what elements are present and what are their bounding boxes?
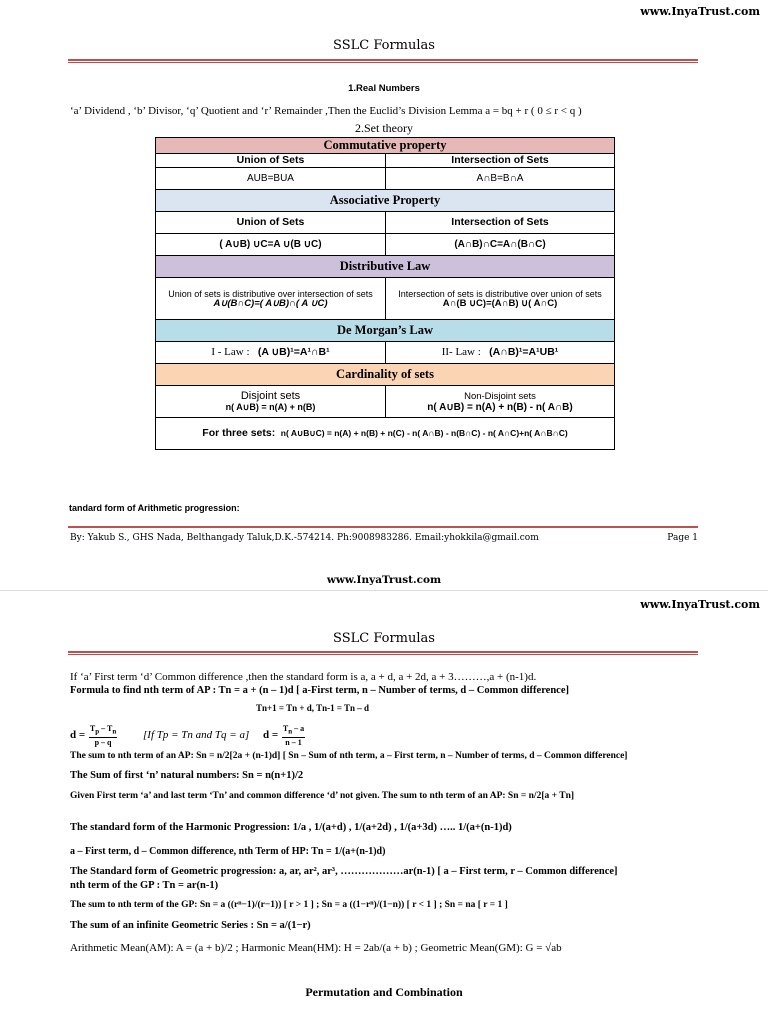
dist-union-cell: [156, 278, 386, 320]
law2-cell: [386, 342, 615, 364]
ap-nth-term: Formula to find nth term of AP : Tn = a + (n – 1)d [ a-First term, n – Number of terms, d – Common difference]: [70, 685, 569, 696]
disjoint-cell: [156, 386, 386, 418]
ap-recurrence: Tn+1 = Tn + d, Tn-1 = Tn – d: [256, 703, 370, 713]
union-header-2: Union of Sets: [156, 212, 386, 234]
gp-nth-term: nth term of the GP : Tn = ar(n-1): [70, 880, 219, 891]
d-label-2: d =: [262, 728, 279, 741]
footer-author: By: Yakub S., GHS Nada, Belthangady Taluk,D.K.-574214. Ph:9008983286. Email:yhokkila@gmail.com: [70, 533, 539, 543]
page2-header-rule-thin: [68, 654, 698, 655]
header-rule: [68, 59, 698, 61]
law1-cell: [156, 342, 386, 364]
three-sets-label: For three sets:: [202, 427, 276, 439]
dist-inter-formula: A∩(B ∪C)=(A∩B) ∪( A∩C): [442, 297, 558, 309]
assoc-union: ( A∪B) ∪C=A ∪(B ∪C): [156, 234, 386, 256]
intersection-header-2: Intersection of Sets: [386, 212, 615, 234]
section-real-numbers: 1.Real Numbers: [348, 83, 420, 94]
assoc-inter: (A∩B)∩C=A∩(B∩C): [386, 234, 615, 256]
law2-label: II- Law :: [441, 346, 481, 358]
gp-infinite-sum: The sum of an infinite Geometric Series : Sn = a/(1−r): [70, 920, 311, 931]
site-url-page2[interactable]: www.InyaTrust.com: [640, 598, 760, 611]
page-divider: [0, 590, 768, 591]
d-fraction-1: $\frac{T_p - T_n}{p - q}$: [89, 724, 117, 747]
commutative-header: Commutative property: [156, 138, 615, 154]
distributive-header: Distributive Law: [156, 256, 615, 278]
intersection-header: Intersection of Sets: [386, 154, 615, 168]
disjoint-label: Disjoint sets: [240, 389, 301, 402]
law1-label: I - Law :: [211, 346, 250, 358]
associative-header: Associative Property: [156, 190, 615, 212]
comm-inter: A∩B=B∩A: [386, 168, 615, 190]
law1-formula: (A ∪B)¹=A¹∩B¹: [257, 346, 330, 358]
nondisjoint-formula: n( A∪B) = n(A) + n(B) - n( A∩B): [427, 401, 573, 413]
dist-union-desc: Union of sets is distributive over intersection of sets: [168, 288, 373, 299]
site-url-top[interactable]: www.InyaTrust.com: [640, 5, 760, 18]
site-url-bottom[interactable]: www.InyaTrust.com: [326, 574, 442, 586]
disjoint-formula: n( A∪B) = n(A) + n(B): [225, 401, 316, 412]
means: Arithmetic Mean(AM): A = (a + b)/2 ; Harmonic Mean(HM): H = 2ab/(a + b) ; Geometric Mean(GM): G = √ab: [70, 942, 562, 954]
nondisjoint-cell: [386, 386, 615, 418]
perm-comb-heading: Permutation and Combination: [305, 985, 463, 999]
hp-nth-term: a – First term, d – Common difference, nth Term of HP: Tn = 1/(a+(n-1)d): [70, 846, 386, 857]
law2-formula: (A∩B)¹=A¹UB¹: [489, 346, 559, 358]
footer-rule: [68, 526, 698, 528]
ap-standard-form: If ‘a’ First term ‘d’ Common difference ,then the standard form is a, a + d, a + 2d, a + 3………,a + (n-1)d.: [70, 671, 537, 683]
hp-standard-form: The standard form of the Harmonic Progression: 1/a , 1/(a+d) , 1/(a+2d) , 1/(a+3d) ….. 1/(a+(n-1)d): [70, 822, 512, 833]
gp-standard-form: The Standard form of Geometric progression: a, ar, ar², ar³, ………………ar(n-1) [ a – First term, r – Common difference]: [70, 866, 618, 877]
gp-sum: The sum to nth term of the GP: Sn = a ((rⁿ−1)/(r−1)) [ r > 1 ] ; Sn = a ((1−rⁿ)/(1−n)) [ r < 1 ] ; Sn = na [ r = 1 ]: [70, 900, 508, 910]
demorgan-header: De Morgan’s Law: [156, 320, 615, 342]
dist-inter-cell: [386, 278, 615, 320]
three-sets-formula: n( A∪B∪C) = n(A) + n(B) + n(C) - n( A∩B) - n(B∩C) - n( A∩C)+n( A∩B∩C): [280, 428, 568, 438]
page-title: SSLC Formulas: [333, 38, 435, 53]
page2-header-rule: [68, 651, 698, 653]
cardinality-header: Cardinality of sets: [156, 364, 615, 386]
ap-common-difference: [70, 724, 306, 747]
footer: [70, 533, 698, 543]
footer-page-number: Page 1: [667, 533, 698, 543]
d-fraction-2: $\frac{T_n - a}{n - 1}$: [282, 724, 305, 747]
dist-inter-desc: Intersection of sets is distributive over union of sets: [398, 288, 602, 299]
nondisjoint-label: Non-Disjoint sets: [464, 390, 536, 402]
three-sets-cell: [156, 418, 615, 450]
header-rule-thin: [68, 62, 698, 63]
set-theory-table: [155, 137, 615, 450]
euclid-lemma: ‘a’ Dividend , ‘b’ Divisor, ‘q’ Quotient and ‘r’ Remainder ,Then the Euclid’s Division Lemma a = bq + r ( 0 ≤ r < q ): [70, 105, 582, 117]
comm-union: AUB=BUA: [156, 168, 386, 190]
ap-sum: The sum to nth term of an AP: Sn = n/2[2a + (n-1)d] [ Sn – Sum of nth term, a – First term, n – Number of terms, d – Common difference]: [70, 751, 628, 761]
d-condition: [If Tp = Tn and Tq = a]: [143, 728, 250, 741]
section-set-theory: 2.Set theory: [355, 121, 413, 135]
union-header: Union of Sets: [156, 154, 386, 168]
ap-sum-last-term: Given First term ‘a’ and last term ‘Tn’ and common difference ‘d’ not given. The sum to nth term of an AP: Sn = n/2[a + Tn]: [70, 791, 575, 801]
d-label-1: d =: [70, 728, 86, 741]
natural-sum: The Sum of first ‘n’ natural numbers: Sn = n(n+1)/2: [70, 770, 304, 781]
dist-union-formula: A∪(B∩C)=( A∪B)∩( A ∪C): [213, 297, 328, 309]
page2-title: SSLC Formulas: [333, 631, 435, 646]
ap-heading: tandard form of Arithmetic progression:: [69, 503, 240, 513]
